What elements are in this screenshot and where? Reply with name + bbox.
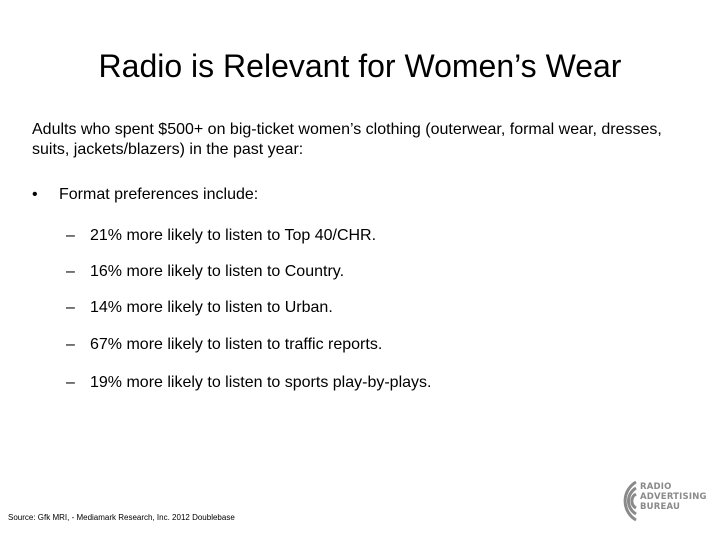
logo-line: RADIO xyxy=(640,482,672,492)
sub-bullet-text: 14% more likely to listen to Urban. xyxy=(90,299,333,316)
logo-line: ADVERTISING xyxy=(640,492,707,502)
intro-text: Adults who spent $500+ on big-ticket women’s clothing (outerwear, formal wear, dresses, suits, jackets/blazers) in the past year: xyxy=(32,121,662,158)
dash-mark: – xyxy=(66,299,75,316)
sub-bullet-item xyxy=(66,262,344,282)
logo-line: BUREAU xyxy=(640,502,681,512)
sub-bullet-text: 67% more likely to listen to traffic reports. xyxy=(90,336,383,353)
bullet-mark: • xyxy=(32,186,38,203)
bullet-text: Format preferences include: xyxy=(59,186,259,203)
sub-bullet-text: 16% more likely to listen to Country. xyxy=(90,263,345,280)
dash-mark: – xyxy=(66,227,75,244)
sub-bullet-item xyxy=(66,373,431,393)
dash-mark: – xyxy=(66,374,75,391)
sub-bullet-item xyxy=(66,226,376,246)
logo-wordmark xyxy=(640,482,706,512)
source-footnote: Source: Gfk MRI, - Mediamark Research, Inc. 2012 Doublebase xyxy=(8,513,235,522)
sub-bullet-item xyxy=(66,298,333,318)
rab-logo xyxy=(610,474,706,530)
slide-title: Radio is Relevant for Women’s Wear xyxy=(98,48,622,84)
sub-bullet-item xyxy=(66,335,382,355)
dash-mark: – xyxy=(66,263,75,280)
dash-mark: – xyxy=(66,336,75,353)
sub-bullet-text: 21% more likely to listen to Top 40/CHR. xyxy=(90,227,377,244)
sub-bullet-text: 19% more likely to listen to sports play-by-plays. xyxy=(90,374,432,391)
